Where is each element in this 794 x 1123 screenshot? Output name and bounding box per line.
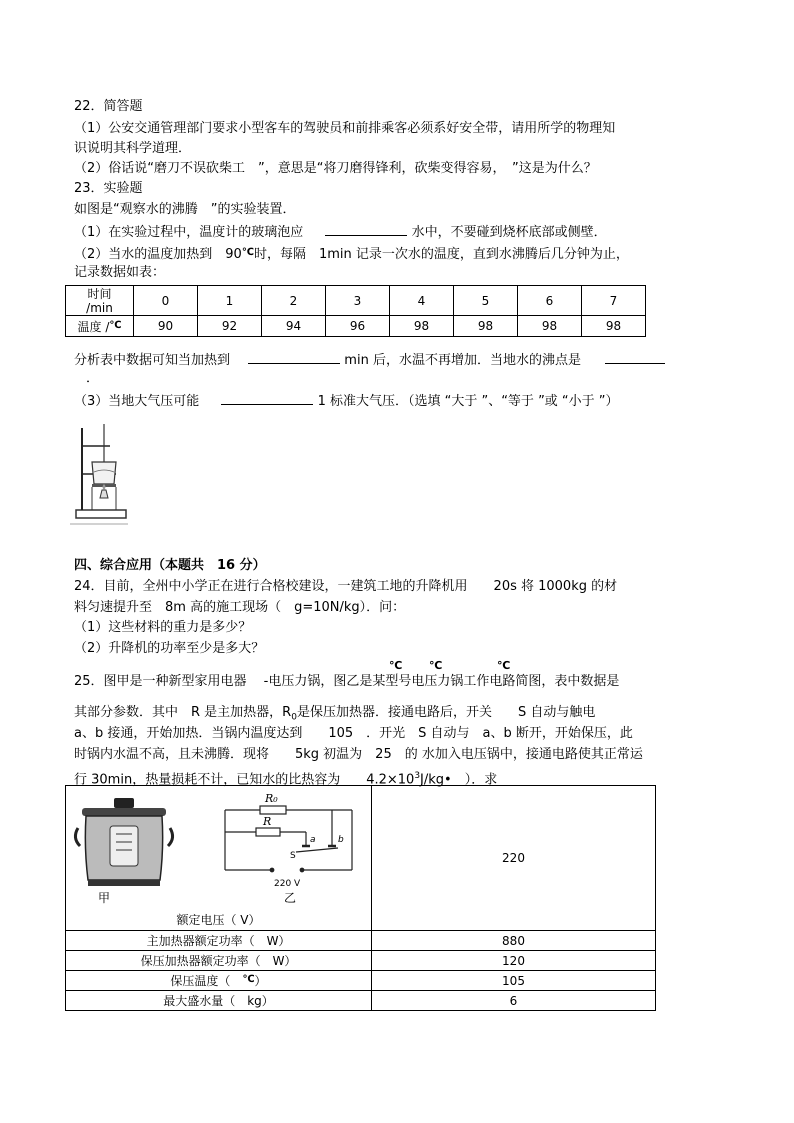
- q23-analysis: [74, 351, 665, 369]
- degree-celsius-symbol: ℃: [497, 659, 511, 672]
- temperature-header: [66, 316, 134, 337]
- figure-label-a: a: [310, 835, 316, 845]
- time-cell: 4: [390, 286, 454, 316]
- time-cell: 5: [454, 286, 518, 316]
- q23-part3-pre: （3）当地大气压可能: [74, 394, 200, 409]
- table-row-time: [66, 286, 646, 316]
- temperature-cell: 98: [390, 316, 454, 337]
- r0-symbol: [282, 705, 297, 723]
- q24-part2: （2）升降机的功率至少是多大？: [74, 641, 265, 656]
- q24-line2: 料匀速提升至 8m 高的施工现场（ g=10N/kg）．问：: [74, 600, 406, 615]
- q23-title: 23．实验题: [74, 181, 143, 196]
- circuit-diagram: [225, 806, 352, 872]
- temperature-cell: 98: [454, 316, 518, 337]
- temperature-cell: 96: [326, 316, 390, 337]
- temperature-cell: 92: [198, 316, 262, 337]
- hold-heater-power-value: 120: [372, 951, 656, 971]
- q22-title: 22．简答题: [74, 99, 143, 114]
- time-header-label: 时间: [87, 286, 112, 301]
- figure-label-r0: R₀: [265, 792, 278, 805]
- pressure-blank[interactable]: [221, 392, 313, 405]
- hold-temperature-label-text: 保压温度（: [170, 974, 243, 988]
- hold-temperature-value: 105: [372, 971, 656, 991]
- pressure-cooker-figure: [70, 788, 366, 908]
- q23-analysis-mid: min 后，水温不再增加．当地水的沸点是: [344, 353, 581, 368]
- q25-line4: 时锅内水温不高，且未沸腾．现将 5kg 初温为 25 的 水加入电压锅中，接通电路使其正常运: [74, 747, 643, 762]
- time-cell: 1: [198, 286, 262, 316]
- rated-voltage-label: 额定电压（ V）: [176, 913, 261, 927]
- degree-celsius-symbol: ℃: [241, 247, 254, 258]
- degree-celsius-symbol: ℃: [389, 659, 403, 672]
- boiling-apparatus-figure: [70, 418, 130, 528]
- degree-celsius-symbol: ℃: [429, 659, 443, 672]
- time-cell: 6: [518, 286, 582, 316]
- q22-part1-line1: （1）公安交通管理部门要求小型客车的驾驶员和前排乘客必须系好安全带，请用所学的物理知: [74, 121, 616, 136]
- q24-line1: 24．目前，全州中小学正在进行合格校建设，一建筑工地的升降机用 20s 将 1000kg 的材: [74, 579, 618, 594]
- q23-intro: 如图是“观察水的沸腾 ”的实验装置．: [74, 202, 296, 217]
- q23-part2-pre: （2）当水的温度加热到 90: [74, 247, 242, 262]
- figure-label-voltage: 220 V: [274, 879, 301, 889]
- main-heater-power-value: 880: [372, 931, 656, 951]
- q25-line2-pre: 其部分参数．其中 R 是主加热器，: [74, 705, 283, 720]
- degree-celsius-symbol: ℃: [109, 319, 122, 331]
- time-cell: 7: [582, 286, 646, 316]
- time-header: [66, 286, 134, 316]
- figure-label-s: S: [290, 851, 296, 861]
- table-row-figure: [66, 786, 656, 931]
- q23-part3-post: 1 标准大气压．（选填 “大于 ”、“等于 ”或 “小于 ”）: [317, 394, 619, 409]
- hold-heater-power-label: 保压加热器额定功率（ W）: [66, 951, 372, 971]
- max-water-value: 6: [372, 991, 656, 1011]
- table-row: [66, 971, 656, 991]
- temperature-cell: 94: [262, 316, 326, 337]
- pressure-cooker-params-table: [65, 785, 656, 1011]
- q23-part1-pre: （1）在实验过程中，温度计的玻璃泡应: [74, 225, 304, 240]
- q23-part3: [74, 392, 619, 410]
- temperature-time-table: [65, 285, 646, 337]
- q24-part1: （1）这些材料的重力是多少？: [74, 620, 252, 635]
- boil-time-blank[interactable]: [248, 351, 340, 364]
- q23-part2-line2: 记录数据如表：: [74, 265, 166, 280]
- exponent: 3: [414, 771, 421, 781]
- q23-part1: [74, 223, 607, 241]
- q25-line2-post: 是保压加热器．接通电路后，开关 S 自动与触电: [296, 705, 596, 720]
- q25-line5-post: J/kg• ）．求: [420, 772, 498, 788]
- table-row-temperature: [66, 316, 646, 337]
- rated-voltage-value: 220: [372, 786, 656, 931]
- r0-subscript: 0: [291, 712, 297, 723]
- time-cell: 2: [262, 286, 326, 316]
- hold-temperature-label-unit: ）: [254, 974, 267, 988]
- figure-label-jia: 甲: [98, 891, 111, 905]
- q25-line2: [74, 705, 595, 726]
- q25-line3: a、b 接通，开始加热．当锅内温度达到 105 ．开光 S 自动与 a、b 断开，开始保压，此: [74, 726, 633, 741]
- figure-label-b: b: [338, 835, 344, 845]
- max-water-label: 最大盛水量（ kg）: [66, 991, 372, 1011]
- q23-part1-post: 水中，不要碰到烧杯底部或侧壁．: [411, 225, 607, 240]
- q23-part2: [74, 245, 629, 263]
- pressure-cooker-drawing: [75, 798, 172, 886]
- table-row: [66, 991, 656, 1011]
- temperature-cell: 98: [582, 316, 646, 337]
- table-row: [66, 951, 656, 971]
- time-cell: 3: [326, 286, 390, 316]
- temperature-cell: 90: [134, 316, 198, 337]
- q25-line5-pre: 行 30min，热量损耗不计，已知水的比热容为 4.2×10: [74, 772, 415, 788]
- table-row: [66, 931, 656, 951]
- boiling-point-blank[interactable]: [605, 351, 665, 364]
- section-title: 四、综合应用（本题共 16 分）: [74, 558, 266, 573]
- q22-part2: （2）俗话说“磨刀不误砍柴工 ”，意思是“将刀磨得锋利，砍柴变得容易， ”这是为什么？: [74, 161, 597, 176]
- r0-letter: R: [282, 705, 292, 720]
- temperature-header-label: 温度 /: [77, 319, 110, 334]
- hold-temperature-label: [66, 971, 372, 991]
- temperature-cell: 98: [518, 316, 582, 337]
- q23-analysis-end: ．: [86, 371, 100, 386]
- q22-part1-line2: 识说明其科学道理．: [74, 141, 192, 156]
- main-heater-power-label: 主加热器额定功率（ W）: [66, 931, 372, 951]
- time-cell: 0: [134, 286, 198, 316]
- q23-part2-post: 时，每隔 1min 记录一次水的温度，直到水沸腾后几分钟为止，: [253, 247, 629, 262]
- q23-analysis-pre: 分析表中数据可知当加热到: [74, 353, 231, 368]
- figure-cell: [66, 786, 372, 931]
- degree-celsius-symbol: ℃: [242, 974, 255, 985]
- q23-part1-blank[interactable]: [325, 223, 407, 236]
- q25-line1: 25．图甲是一种新型家用电器 -电压力锅，图乙是某型号电压力锅工作电路简图，表中数据是: [74, 674, 620, 689]
- figure-label-r: R: [263, 815, 272, 828]
- figure-label-yi: 乙: [284, 891, 297, 905]
- time-header-unit: /min: [86, 300, 113, 315]
